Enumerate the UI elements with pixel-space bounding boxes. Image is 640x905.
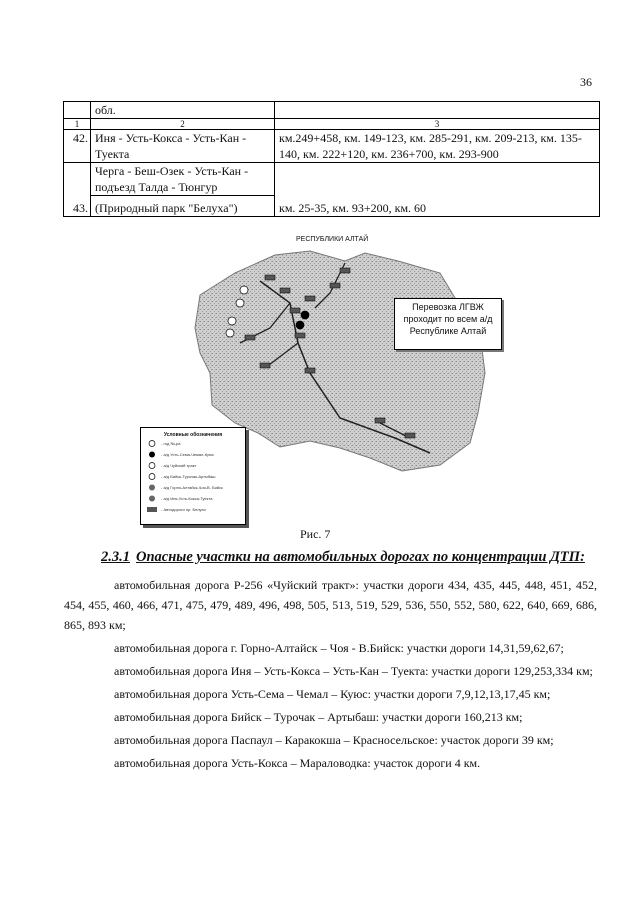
road-sections: км. 25-35, км. 93+200, км. 60 [275,163,600,217]
paragraph: автомобильная дорога Бийск – Турочак – Артыбаш: участки дороги 160,213 км; [114,710,523,724]
legend-item: - Автодороги пр. Белухи [147,504,245,515]
paragraph: автомобильная дорога Усть-Сема – Чемал – Куюс: участки дороги 7,9,12,13,17,45 км; [114,687,551,701]
legend-item: - а/д Горно-Алтайск-Чоя-В. Бийск [147,482,245,493]
table-header-row [64,119,600,130]
table-row [64,130,600,163]
column-number-3: 3 [275,119,600,130]
map-title: РЕСПУБЛИКИ АЛТАЙ [296,236,369,243]
column-number-1: 1 [64,119,91,130]
table-top-row [64,102,600,119]
map-legend [140,427,246,525]
paragraph: автомобильная дорога Паспаул – Каракокша – Красносельское: участок дороги 39 км; [114,733,554,747]
road-name: Иня - Усть-Кокса - Усть-Кан - Туекта [91,130,275,163]
dangerous-sections-table [63,101,600,217]
legend-title: Условные обозначения [163,432,223,438]
paragraph: автомобильная дорога Усть-Кокса – Мараловодка: участок дороги 4 км. [114,756,481,770]
circle-gray-icon [147,484,157,491]
page-number: 36 [580,75,592,89]
circle-gray-icon [147,495,157,502]
legend-item: - а/д Чуйский тракт [147,460,245,471]
legend-item: - год №-ра [147,438,245,449]
legend-item: - а/д Усть-Сема-Чемал-Куюс [147,449,245,460]
circle-outline-icon [147,462,157,469]
map-callout: Перевозка ЛГВЖ проходит по всем а/д Республике Алтай [394,298,502,350]
road-name: Черга - Беш-Озек - Усть-Кан - подъезд Талда - Тюнгур [91,163,274,196]
row-number: 43. [64,163,91,217]
row-number: 42. [64,130,91,163]
sign-icon [147,506,157,513]
table-cell: обл. [91,102,275,119]
body-text [64,575,597,773]
legend-item: - а/д Бийск-Турочак-Артыбаш [147,471,245,482]
road-note: (Природный парк "Белуха") [95,201,238,215]
figure-caption: Рис. 7 [300,527,331,541]
section-number: 2.3.1 [101,549,130,565]
paragraph: автомобильная дорога Иня – Усть-Кокса – Усть-Кан – Туекта: участки дороги 129,253,334 км; [114,664,593,678]
legend-item: - а/д Иня-Усть-Кокса-Туекта [147,493,245,504]
table-row [64,163,600,217]
section-title: Опасные участки на автомобильных дорогах по концентрации ДТП: [136,549,585,565]
paragraph: автомобильная дорога г. Горно-Алтайск – Чоя - В.Бийск: участки дороги 14,31,59,62,67; [114,641,564,655]
circle-outline-icon [147,473,157,480]
column-number-2: 2 [91,119,275,130]
road-sections: км.249+458, км. 149-123, км. 285-291, км. 209-213, км. 135-140, км. 222+120, км. 236+700, км. 293-900 [275,130,600,163]
circle-outline-icon [147,440,157,447]
section-heading [101,549,585,566]
circle-filled-icon [147,451,157,458]
paragraph: автомобильная дорога Р-256 «Чуйский тракт»: участки дороги 434, 435, 445, 448, 451, 452, 454, 455, 460, 466, 471, 475, 479, 489, 496, 498, 505, 513, 519, 529, 536, 550, 552, 580, 622, 640, 669, 686, 865, 893 км; [64,578,597,632]
